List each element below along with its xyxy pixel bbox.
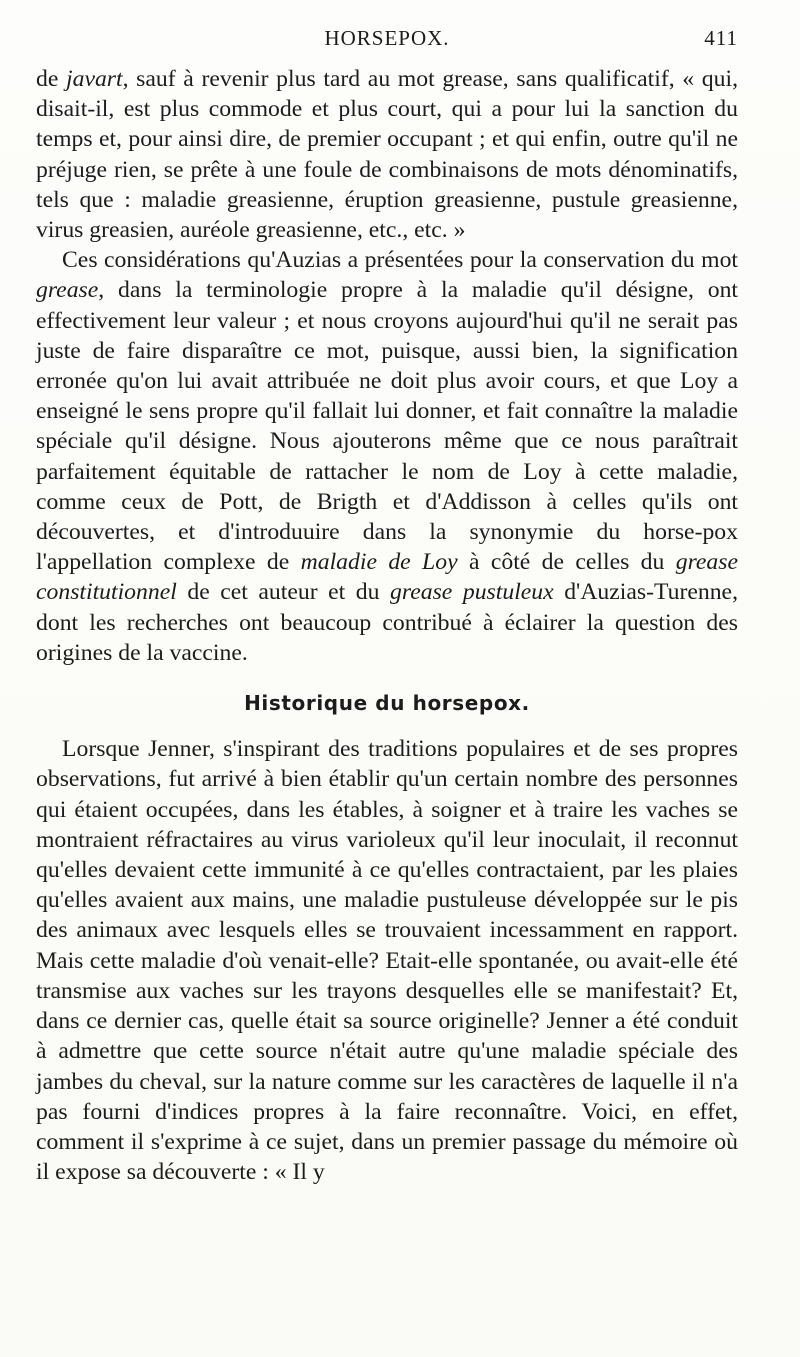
text-run: Ces considérations qu'Auzias a présentées pour la conservation du mot	[62, 247, 738, 274]
italic-run: grease	[36, 277, 99, 304]
text-run: de	[36, 66, 67, 92]
italic-run: grease constitutionnel	[36, 549, 739, 606]
paragraph	[36, 64, 738, 245]
italic-run: javart	[66, 66, 123, 92]
section-heading: Historique du horsepox.	[244, 691, 530, 716]
text-run: à côté de celles du	[457, 549, 676, 576]
body-text	[36, 64, 738, 1187]
paragraph	[36, 245, 738, 668]
text-run: d'Auzias-Turenne, dont les recherches ont beaucoup contribué à éclairer la question des origines de la vaccine.	[36, 579, 738, 666]
running-header	[36, 20, 738, 64]
page-number: 411	[704, 26, 738, 50]
text-run: , sauf à revenir plus tard au mot grease, sans qualificatif, « qui, disait-il, est plus commode et plus court, qui a pour lui la sanction du temps et, pour ainsi dire, de premier occupant ; et qui enfin, outre qu'il ne préjuge rien, se prête à une foule de combinaisons de mots dénominatifs, tels que : maladie greasienne, éruption greasienne, pustule greasienne, virus greasien, auréole greasienne, etc., etc. »	[36, 66, 738, 244]
italic-run: grease pustuleux	[390, 579, 554, 606]
paragraph	[36, 734, 738, 1187]
text-run: de cet auteur et du	[176, 579, 391, 606]
text-run: , dans la terminologie propre à la maladie qu'il désigne, ont effectivement leur valeur ; et nous croyons aujourd'hui qu'il ne serait pas juste de faire disparaître ce mot, puisque, aussi bien, la signification erronée qu'on lui avait attribuée ne doit plus avoir cours, et que Loy a enseigné le sens propre qu'il fallait lui donner, et fait connaître la maladie spéciale qu'il désigne. Nous ajouterons même que ce nous paraîtrait parfaitement équitable de rattacher le nom de Loy à cette maladie, comme ceux de Pott, de Brigth et d'Addisson à celles qu'ils ont découvertes, et d'introduuire dans la synonymie du horse-pox l'appellation complexe de	[36, 277, 738, 576]
italic-run: maladie de Loy	[300, 549, 458, 576]
text-run: Lorsque Jenner, s'inspirant des traditions populaires et de ses propres observations, fut arrivé à bien établir qu'un certain nombre des personnes qui étaient occupées, dans les étables, à soigner et à traire les vaches se montraient réfractaires au virus varioleux qu'il leur inoculait, il reconnut qu'elles devaient cette immunité à ce qu'elles contractaient, par les plaies qu'elles avaient aux mains, une maladie pustuleuse développée sur le pis des animaux avec lesquels elles se trouvaient incessamment en rapport. Mais cette maladie d'où venait-elle? Etait-elle spontanée, ou avait-elle été transmise aux vaches sur les trayons desquelles elle se manifestait? Et, dans ce dernier cas, quelle était sa source originelle? Jenner a été conduit à admettre que cette source n'était autre qu'une maladie spéciale des jambes du cheval, sur la nature comme sur les caractères de laquelle il n'a pas fourni d'indices propres à la faire reconnaître. Voici, en effet, comment il s'exprime à ce sujet, dans un premier passage du mémoire où il expose sa découverte : « Il y	[36, 736, 738, 1186]
running-title: HORSEPOX.	[324, 26, 450, 50]
